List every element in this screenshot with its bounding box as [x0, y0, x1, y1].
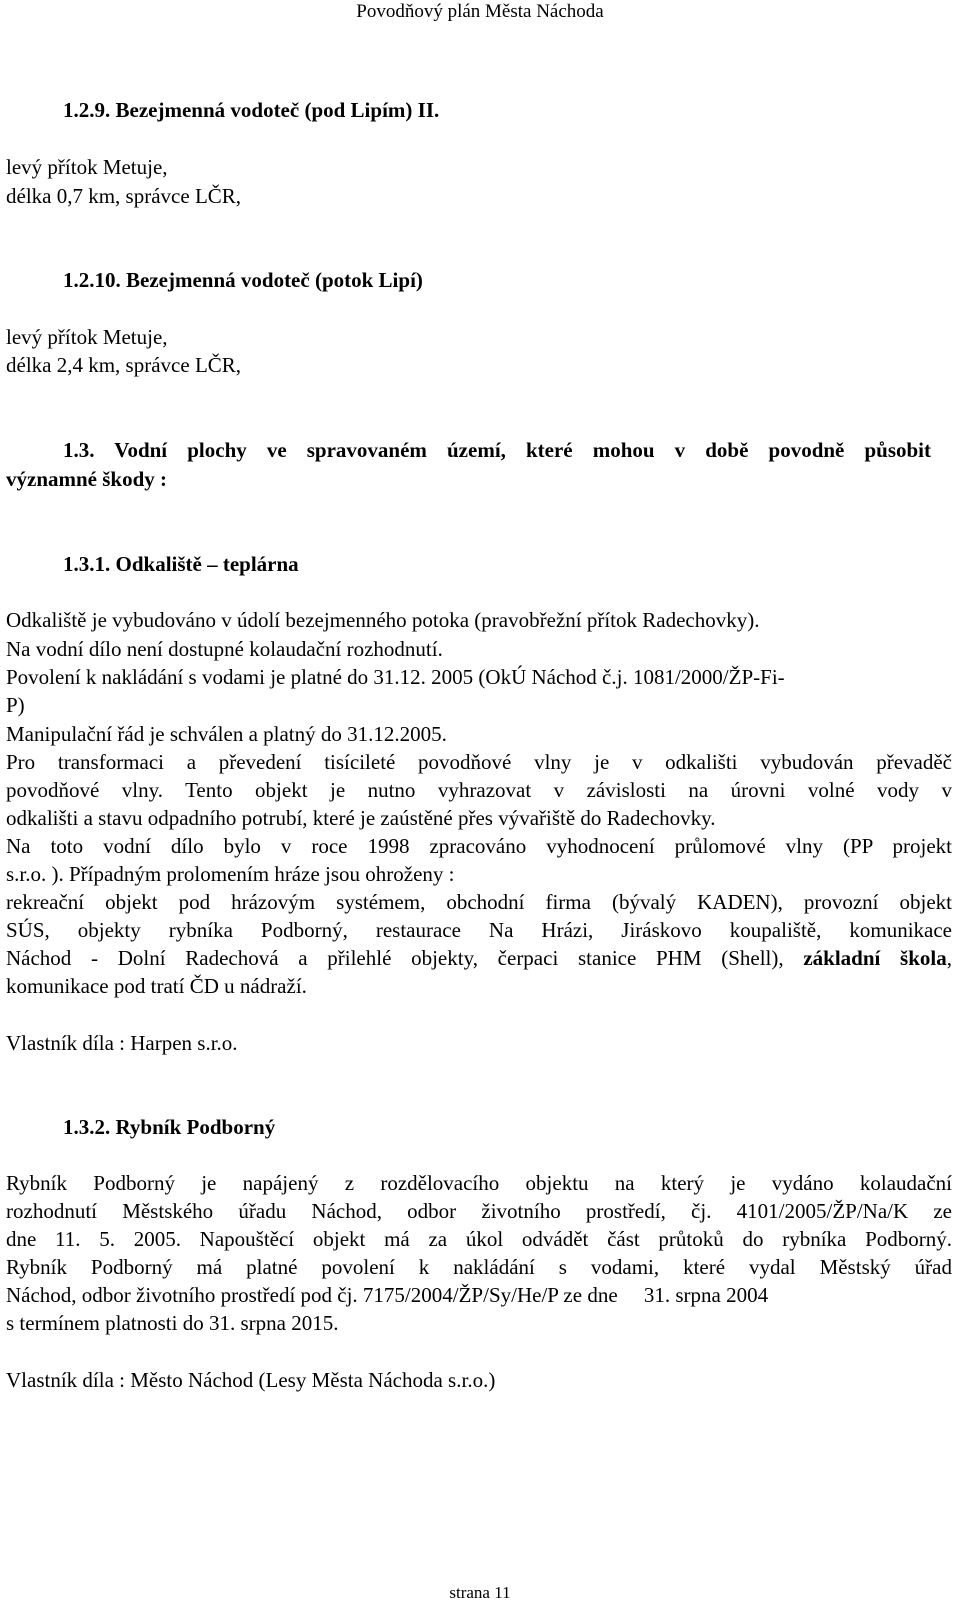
text-line: Rybník Podborný je napájený z rozdělovacího objektu na který je vydáno kolaudační [6, 1171, 952, 1195]
text-span: , [946, 946, 952, 970]
owner-line: Vlastník díla : Harpen s.r.o. [6, 1031, 238, 1055]
text-line: levý přítok Metuje, [6, 325, 168, 349]
text-line: délka 0,7 km, správce LČR, [6, 184, 242, 208]
text-line: P) [6, 693, 25, 717]
text-line: rekreační objekt pod hrázovým systémem, obchodní firma (bývalý KADEN), provozní objekt [6, 890, 952, 914]
page-number: strana 11 [449, 1583, 511, 1602]
text-line: Povolení k nakládání s vodami je platné do 31.12. 2005 (OkÚ Náchod č.j. 1081/2000/ŽP-Fi- [6, 665, 785, 689]
text-line: Na vodní dílo není dostupné kolaudační rozhodnutí. [6, 637, 443, 661]
text-line: komunikace pod tratí ČD u nádraží. [6, 974, 307, 998]
text-span: Náchod - Dolní Radechová a přilehlé objekty, čerpaci stanice PHM (Shell), [6, 946, 784, 970]
text-line: Manipulační řád je schválen a platný do 31.12.2005. [6, 722, 447, 746]
text-line: levý přítok Metuje, [6, 155, 168, 179]
text-line: s.r.o. ). Případným prolomením hráze jsou ohroženy : [6, 862, 455, 886]
text-line-mixed [6, 946, 952, 970]
page-header: Povodňový plán Města Náchoda [356, 1, 604, 22]
text-line: SÚS, objekty rybníka Podborný, restaurace Na Hrázi, Jiráskovo koupaliště, komunikace [6, 918, 952, 942]
text-line: dne 11. 5. 2005. Napouštěcí objekt má za úkol odvádět část průtoků do rybníka Podborný. [6, 1227, 952, 1251]
section-heading-1-2-10: 1.2.10. Bezejmenná vodoteč (potok Lipí) [63, 268, 423, 292]
text-line: délka 2,4 km, správce LČR, [6, 353, 242, 377]
text-line: Odkaliště je vybudováno v údolí bezejmenného potoka (pravobřežní přítok Radechovky). [6, 608, 760, 632]
section-heading-1-3-1: 1.3.1. Odkaliště – teplárna [63, 552, 299, 576]
owner-line: Vlastník díla : Město Náchod (Lesy Města Náchoda s.r.o.) [6, 1368, 496, 1392]
text-line: Rybník Podborný má platné povolení k nakládání s vodami, které vydal Městský úřad [6, 1255, 952, 1279]
section-heading-1-3: 1.3. Vodní plochy ve spravovaném území, které mohou v době povodně působit [63, 438, 931, 462]
text-line: Pro transformaci a převedení tisícileté povodňové vlny je v odkališti vybudován převaděč [6, 750, 952, 774]
section-heading-1-3-2: 1.3.2. Rybník Podborný [63, 1115, 276, 1139]
text-line: Na toto vodní dílo bylo v roce 1998 zpracováno vyhodnocení průlomové vlny (PP projekt [6, 834, 952, 858]
text-line: povodňové vlny. Tento objekt je nutno vyhrazovat v závislosti na úrovni volné vody v [6, 778, 952, 802]
section-heading-1-3-cont: významné škody : [6, 467, 168, 491]
text-line: rozhodnutí Městského úřadu Náchod, odbor životního prostředí, čj. 4101/2005/ŽP/Na/K ze [6, 1199, 952, 1223]
bold-text: základní škola [803, 946, 947, 970]
section-heading-1-2-9: 1.2.9. Bezejmenná vodoteč (pod Lipím) II. [63, 98, 440, 122]
text-line: odkališti a stavu odpadního potrubí, které je zaústěné přes vývařiště do Radechovky. [6, 806, 716, 830]
text-line: Náchod, odbor životního prostředí pod čj. 7175/2004/ŽP/Sy/He/P ze dne 31. srpna 2004 [6, 1283, 769, 1307]
text-line: s termínem platnosti do 31. srpna 2015. [6, 1311, 339, 1335]
